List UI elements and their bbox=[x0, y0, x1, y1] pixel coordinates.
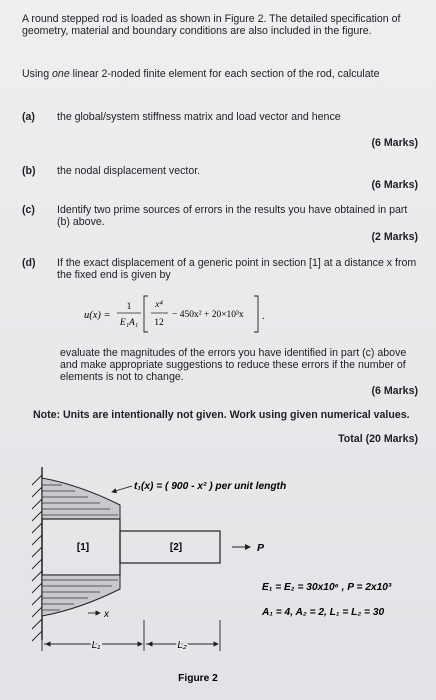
length-l1-label: L₁ bbox=[91, 640, 101, 651]
displacement-formula bbox=[84, 292, 304, 336]
figure-caption: Figure 2 bbox=[178, 673, 218, 684]
question-a-text: the global/system stiffness matrix and load vector and hence bbox=[57, 111, 341, 123]
formula-tail: . bbox=[262, 311, 265, 322]
formula-frac-den: 12 bbox=[154, 318, 164, 328]
question-b-text: the nodal displacement vector. bbox=[57, 165, 201, 177]
question-c-label: (c) bbox=[22, 204, 35, 216]
instruction-paragraph bbox=[22, 68, 422, 80]
formula-frac-num: x⁴ bbox=[155, 300, 163, 310]
question-a-marks: (6 Marks) bbox=[371, 137, 418, 149]
question-d-label: (d) bbox=[22, 257, 36, 269]
load-label-leader bbox=[112, 486, 132, 492]
units-note: Note: Units are intentionally not given. Work using given numerical values. bbox=[33, 409, 410, 421]
section-2-label: [2] bbox=[169, 542, 183, 553]
fixed-wall-support bbox=[32, 467, 42, 641]
distributed-load-upper bbox=[42, 478, 120, 519]
parameters-line-2: A₁ = 4, A₂ = 2, L₁ = L₂ = 30 bbox=[262, 607, 385, 618]
question-c-text: Identify two prime sources of errors in the results you have obtained in part (b) above. bbox=[57, 204, 408, 229]
formula-term2: − 450x² + 20×10³x bbox=[172, 310, 244, 320]
intro-paragraph: A round stepped rod is loaded as shown in Figure 2. The detailed specification of geometry, material and boundary conditions are also included in the figure. bbox=[22, 13, 401, 38]
section-1-label: [1] bbox=[76, 542, 90, 553]
question-b-label: (b) bbox=[22, 165, 36, 177]
instruction-emphasis: one bbox=[52, 68, 70, 80]
formula-lhs: u(x) = bbox=[84, 310, 111, 321]
question-b-marks: (6 Marks) bbox=[371, 179, 418, 191]
question-d-marks: (6 Marks) bbox=[371, 385, 418, 397]
total-marks: Total (20 Marks) bbox=[338, 433, 418, 445]
formula-coef-num: 1 bbox=[126, 302, 132, 312]
load-label: t₁(x) = ( 900 - x² ) per unit length bbox=[134, 481, 287, 492]
formula-left-bracket bbox=[144, 296, 148, 332]
dimension-lines bbox=[42, 620, 220, 651]
question-d-text-2: evaluate the magnitudes of the errors you have identified in part (c) above and make appropriate suggestions to reduce these errors if the number of elements is not to change. bbox=[60, 347, 407, 384]
instruction-text-1: Using bbox=[22, 68, 53, 80]
x-axis-label: x bbox=[104, 609, 109, 620]
question-d-text: If the exact displacement of a generic point in section [1] at a distance x from the fixed end is given by bbox=[57, 257, 417, 282]
force-p-label: P bbox=[257, 542, 265, 554]
formula-right-bracket bbox=[254, 296, 258, 332]
question-c-marks: (2 Marks) bbox=[371, 231, 418, 243]
formula-coef-den: E₁A₁ bbox=[119, 318, 139, 328]
question-a-label: (a) bbox=[22, 111, 35, 123]
length-l2-label: L₂ bbox=[177, 640, 187, 651]
parameters-line-1: E₁ = E₂ = 30x10⁶ , P = 2x10³ bbox=[262, 582, 392, 593]
figure-2-diagram bbox=[0, 455, 436, 700]
instruction-text-2: linear 2-noded finite element for each section of the rod, calculate bbox=[69, 68, 380, 80]
